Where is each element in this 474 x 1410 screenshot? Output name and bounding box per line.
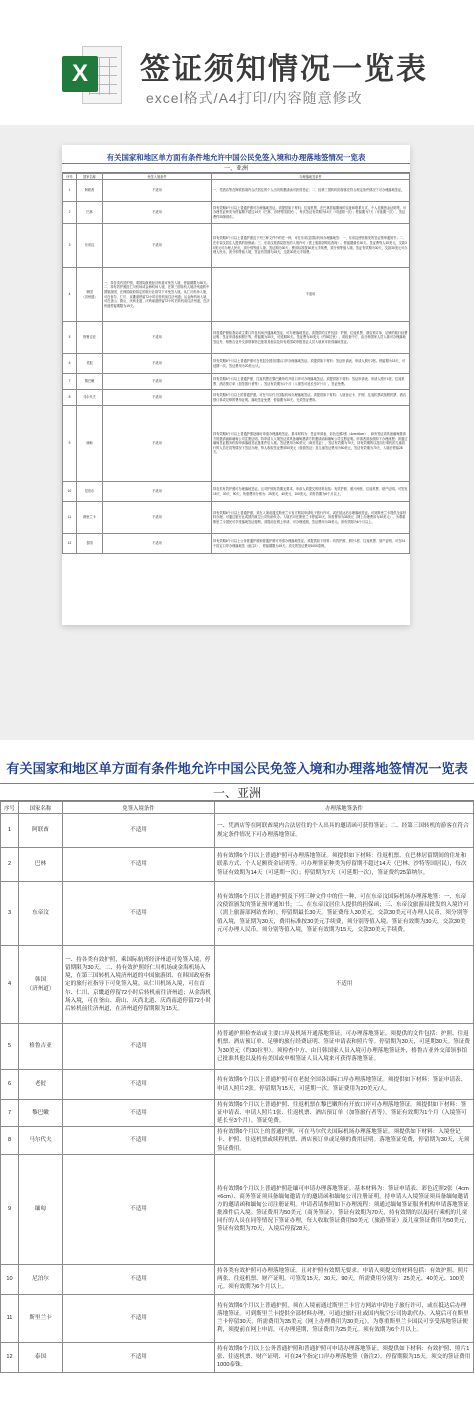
preview-cell-country: 尼泊尔	[77, 482, 103, 502]
preview-header-cell: 办理落地签条件	[212, 174, 410, 180]
cell-country: 阿联酋	[19, 814, 63, 848]
excel-badge: X	[62, 56, 98, 92]
cell-arrival: 持有效期6个月以上普通护照、往返机票在黎巴嫩所有开放口岸可办理落地签证。须提供如下材料：签证申请表、申请人照片1张、往返机票、酒店预订单（加签旅行者等）。签证有效期为1个月（入境签可延长至3个月）。签证免费。	[215, 1100, 474, 1127]
table-row	[1, 1070, 474, 1100]
preview-cell-arrival: 持有效期6个月以上普通护照及下列三种文件中的任一种，可在东帝汶国际机场办理落地签：一、东帝汶使馆颁发的签证预审通知书；二、在东帝汶居住人提供的担保函；三、东帝汶旅游局批发的入境许可（需上旅游部网站查询）。停留期最长30天。签证费每人30美元，交款30美元可办理人民币，须分别等值入境，签证期为30天，费用标准按30美元手续费，须分别等值入境。签证有效期为30天，交款30美元可办理人民币，须分别等值入境，签证有效期为15天，交款30美元手续费。	[212, 224, 410, 268]
preview-cell-arrival: 持各类有效护照可办理落地签证。且对护照有效期无要求。申请人须提交的材料包括：有效护照、照片两张、往返机票、财产证明。可签发15天、30天、90天，所需费用分别为：25美元、40美元、100美元。须有效期为6个月以上。	[212, 482, 410, 502]
preview-title: 有关国家和地区单方面有条件地允许中国公民免签入境和办理落地签情况一览表	[106, 153, 366, 162]
preview-table-row	[63, 482, 410, 502]
table-row	[1, 1342, 474, 1372]
cell-visa-free: 一、持各类有效护照，乘国际航班经济州道可免签入境，停留期限为30天。二、持有效护照经仁川机场或金海机场入境，在第三国转机入境济州道的中国旅游团、在韩国政府指定的旅行社指导下可免签入境。从仁川机场入境，可在首尔、仁川、京畿道停留72小时后转机前往济州道；从金海机场入境，可在釜山、蔚山、庆尚北道、庆尚南道停留72小时后转机前往济州道，在济州道停留期限为15天。	[63, 946, 215, 1024]
table-row	[1, 814, 474, 848]
cell-country: 韩国 （济州道）	[19, 946, 63, 1024]
header-cell-country: 国家名称	[19, 802, 63, 814]
preview-cell-visa-free: 不适用	[103, 482, 212, 502]
table-row	[1, 1264, 474, 1294]
cell-visa-free: 不适用	[63, 1264, 215, 1294]
cell-no: 5	[1, 1024, 19, 1070]
preview-table-row	[63, 406, 410, 482]
excel-icon	[62, 42, 124, 108]
cell-no: 7	[1, 1100, 19, 1127]
preview-cell-arrival: 持有效期6个月以上普通护照赴缅可申请办理落地签证。基本材料为：签证申请表、彩色近照2张（4cm×6cm）、商务签证须具备缅甸邀请方的邀请函和缅甸公司注册证明。持申请人入境签证须具备缅甸邀请方的邀请函和缅甸公司注册证明。申请者请参照如下办理流程：须通过缅甸签证服务机构申请落地签证批准件后入境。签证费用为50美元（商务签证），签证有效期为70天，持有效期的以及同行乘机的儿童同行的人员在同等情况下签证办理，每人收取签证费用50美元（旅游签证）及儿童签证费用为50美元，签证有效期为70天，入境后停留28天。	[212, 406, 410, 482]
preview-cell-arrival: 持有效期6个月以上普通护照、往返机票在黎巴嫩所有开放口岸可办理落地签证。须提供如下材料：签证申请表、申请人照片1张、往返机票、酒店预订单（加签旅行者等）。签证有效期为1个月（入境签可延长至3个月）。签证免费。	[212, 374, 410, 390]
cell-country: 格鲁吉亚	[19, 1024, 63, 1070]
cell-no: 11	[1, 1294, 19, 1342]
cell-arrival: 持有效期6个月以上普通护照及下列三种文件中的任一种，可在东帝汶国际机场办理落地签：一、东帝汶使馆颁发的签证预审通知书；二、在东帝汶居住人提供的担保函；三、东帝汶旅游局批发的入境许可（需上旅游部网站查询）。停留期最长30天。签证费每人30美元，交款30美元可办理人民币，须分别等值入境，签证期为30天，费用标准按30美元手续费，须分别等值入境。签证有效期为30天，交款30美元可办理人民币，须分别等值入境，签证有效期为15天，交款30美元手续费。	[215, 882, 474, 946]
preview-cell-no: 2	[63, 202, 77, 224]
preview-cell-visa-free: 不适用	[103, 374, 212, 390]
visa-table	[0, 801, 474, 1373]
preview-cell-visa-free: 不适用	[103, 534, 212, 554]
preview-cell-no: 5	[63, 322, 77, 354]
cell-country: 泰国	[19, 1342, 63, 1372]
preview-header-cell: 免签入境条件	[103, 174, 212, 180]
cell-visa-free: 不适用	[63, 814, 215, 848]
cell-country: 尼泊尔	[19, 1264, 63, 1294]
table-row	[1, 1024, 474, 1070]
preview-cell-country: 阿联酋	[77, 180, 103, 202]
cell-no: 6	[1, 1070, 19, 1100]
cell-country: 斯里兰卡	[19, 1294, 63, 1342]
preview-cell-no: 12	[63, 534, 77, 554]
preview-cell-arrival: 不适用	[212, 268, 410, 322]
region-heading: 一、亚洲	[0, 783, 474, 801]
cell-visa-free: 不适用	[63, 1294, 215, 1342]
cell-visa-free: 不适用	[63, 882, 215, 946]
cell-country: 东帝汶	[19, 882, 63, 946]
preview-cell-no: 10	[63, 482, 77, 502]
preview-cell-country: 黎巴嫩	[77, 374, 103, 390]
preview-cell-arrival: 一、凭酒店等在阿联酋境内合法居住的个人出具的邀请函可获得签证；二、经第三国转机的游客在符合规定条件情况下可办理落地签证。	[212, 180, 410, 202]
cell-visa-free: 不适用	[63, 1342, 215, 1372]
preview-cell-country: 格鲁吉亚	[77, 322, 103, 354]
cell-no: 12	[1, 1342, 19, 1372]
preview-cell-country: 老挝	[77, 354, 103, 374]
preview-table-row	[63, 534, 410, 554]
table-row	[1, 848, 474, 882]
cell-visa-free: 不适用	[63, 1100, 215, 1127]
preview-cell-no: 8	[63, 390, 77, 406]
preview-table-row	[63, 202, 410, 224]
cell-no: 8	[1, 1127, 19, 1154]
preview-cell-arrival: 持有效期6个月以上普通护照可在老挝全国各国际口岸办理落地签证。须提供如下材料：签证申请表、申请人照片2张。停留期为15天，可延期一次。签证费用为20美元/人。	[212, 354, 410, 374]
preview-header-cell: 国家名称	[77, 174, 103, 180]
preview-cell-no: 6	[63, 354, 77, 374]
preview-cell-visa-free: 不适用	[103, 354, 212, 374]
preview-table-row	[63, 374, 410, 390]
preview-cell-country: 马尔代夫	[77, 390, 103, 406]
preview-table-row	[63, 180, 410, 202]
cell-country: 老挝	[19, 1070, 63, 1100]
cell-visa-free: 不适用	[63, 1127, 215, 1154]
cell-arrival: 持有效期6个月以上普通护照可办理落地签证。须提供如下材料：往返机票、在巴林居留期间的住址和联系方式、个人足额资金证明等。可办理签证种类为停留期不超过14天（巴林、沙特等国居民），每次签证有效期为14天（可延期一次）；停留期为7天（可延期一次），签证费约25第纳尔。	[215, 848, 474, 882]
preview-table	[62, 173, 410, 554]
cell-no: 3	[1, 882, 19, 946]
cell-visa-free: 不适用	[63, 1154, 215, 1264]
table-row	[1, 1127, 474, 1154]
document-sheet	[0, 745, 474, 1410]
preview-cell-no: 7	[63, 374, 77, 390]
preview-cell-no: 1	[63, 180, 77, 202]
cell-country: 巴林	[19, 848, 63, 882]
cell-arrival: 持有效期6个月以上普通护照赴缅可申请办理落地签证。基本材料为：签证申请表、彩色近照2张（4cm×6cm）、商务签证须具备缅甸邀请方的邀请函和缅甸公司注册证明。持申请人入境签证须具备缅甸邀请方的邀请函和缅甸公司注册证明。申请者请参照如下办理流程：须通过缅甸签证服务机构申请落地签证批准件后入境。签证费用为50美元（商务签证），签证有效期为70天，持有效期的以及同行乘机的儿童同行的人员在同等情况下签证办理，每人收取签证费用50美元（旅游签证）及儿童签证费用为50美元，签证有效期为70天，入境后停留28天。	[215, 1154, 474, 1264]
preview-cell-arrival: 持有效期6个月以上公务普通护照和普通护照可申请办理落地签证。须提供如下材料：有效护照、照片1张、往返机票、财产证明、可在24个指定口岸办理落地签（备注2），停留期限为15天。须交的签证费用1000泰铢。	[212, 534, 410, 554]
cell-country: 缅甸	[19, 1154, 63, 1264]
preview-table-row	[63, 390, 410, 406]
preview-cell-no: 3	[63, 224, 77, 268]
preview-cell-country: 斯里兰卡	[77, 502, 103, 534]
header-cell-arrival: 办理落地签条件	[215, 802, 474, 814]
preview-cell-country: 韩国 （济州道）	[77, 268, 103, 322]
table-row	[1, 1294, 474, 1342]
preview-cell-country: 泰国	[77, 534, 103, 554]
cell-no: 10	[1, 1264, 19, 1294]
table-row	[1, 1154, 474, 1264]
preview-cell-arrival: 持有效期6个月以上普通护照可办理落地签证。须提供如下材料：往返机票、在巴林居留期间的住址和联系方式、个人足额资金证明等。可办理签证种类为停留期不超过14天（巴林、沙特等国居民），每次签证有效期为14天（可延期一次）；停留期为7天（可延期一次），签证费约25第纳尔。	[212, 202, 410, 224]
preview-cell-arrival: 持普通护照检查站或主要口岸及机场开通落地签证，可办理落地签证。须提供的文件包括：护照、往返机票、酒店预订单、足够的旅行经费证明、签证申请表和照片等。停留期为30天，可延期30天。签证费为30美元（约30拉里）。须检查中方、由日韩国家人员入境可办理落地签证外，格鲁吉亚外交部领事馆已批准其他以及持有美国或申根签证人员入境来可获得落地签证。	[212, 322, 410, 354]
preview-cell-country: 缅甸	[77, 406, 103, 482]
cell-visa-free: 不适用	[63, 1024, 215, 1070]
cell-country: 马尔代夫	[19, 1127, 63, 1154]
table-row	[1, 946, 474, 1024]
preview-table-row	[63, 224, 410, 268]
preview-table-row	[63, 268, 410, 322]
preview-cell-country: 巴林	[77, 202, 103, 224]
preview-page	[62, 145, 410, 625]
banner-title: 签证须知情况一览表	[140, 53, 428, 86]
banner	[0, 0, 474, 125]
header-cell-no: 序号	[1, 802, 19, 814]
banner-subtitle: excel格式/A4打印/内容随意修改	[146, 90, 363, 106]
cell-arrival: 持普通护照检查站或主要口岸及机场开通落地签证，可办理落地签证。须提供的文件包括：护照、往返机票、酒店预订单、足够的旅行经费证明、签证申请表和照片等。停留期为30天，可延期30天。签证费为30美元（约30拉里）。须检查中方、由日韩国家人员入境可办理落地签证外，格鲁吉亚外交部领事馆已批准其他以及持有美国或申根签证人员入境来可获得落地签证。	[215, 1024, 474, 1070]
preview-cell-country: 东帝汶	[77, 224, 103, 268]
table-row	[1, 882, 474, 946]
preview-cell-visa-free: 不适用	[103, 390, 212, 406]
preview-cell-arrival: 持有效期6个月以上的普通护照，可在马尔代夫国际机场办理落地签证。须提供如下材料：入境登记卡、护照、往返机票或续程机票、酒店预订单或足够的费用证明。落地签证免费，停留期为30天，无须签证费用。	[212, 390, 410, 406]
preview-cell-no: 4	[63, 268, 77, 322]
table-header-row	[1, 802, 474, 814]
cell-arrival: 持有效期6个月以上普通护照可在老挝全国各国际口岸办理落地签证。须提供如下材料：签证申请表、申请人照片2张。停留期为15天，可延期一次。签证费用为20美元/人。	[215, 1070, 474, 1100]
cell-country: 黎巴嫩	[19, 1100, 63, 1127]
preview-table-row	[63, 502, 410, 534]
cell-no: 9	[1, 1154, 19, 1264]
preview-cell-no: 11	[63, 502, 77, 534]
preview-cell-visa-free: 不适用	[103, 180, 212, 202]
cell-no: 1	[1, 814, 19, 848]
cell-arrival: 持有效期6个月以上普通护照，须在入境前通过斯里兰卡官方网站申请电子旅行许可，或在抵达后办理落地签证。可到斯里兰卡提供全部材料办理，可通过旅行社或国内航空公司协助代办。入境后可在斯里兰卡停留30天，所需费用为35美元（网上办理费用为30美元）。为尊重斯里兰卡国民可享受落地签证便利，须提前在网上申请，可办理延期，签证费用为25美元。须有效期为6个月以上。	[215, 1294, 474, 1342]
preview-table-row	[63, 322, 410, 354]
document-title: 有关国家和地区单方面有条件地允许中国公民免签入境和办理落地签情况一览表	[6, 761, 468, 776]
cell-no: 4	[1, 946, 19, 1024]
preview-cell-arrival: 持有效期6个月以上普通护照，须在入境前通过斯里兰卡官方网站申请电子旅行许可，或在抵达后办理落地签证。可到斯里兰卡提供全部材料办理，可通过旅行社或国内航空公司协助代办。入境后可在斯里兰卡停留30天，所需费用为35美元（网上办理费用为30美元）。为尊重斯里兰卡国民可享受落地签证便利，须提前在网上申请，可办理延期，签证费用为25美元。须有效期为6个月以上。	[212, 502, 410, 534]
cell-arrival: 持有效期6个月以上公务普通护照和普通护照可申请办理落地签证。须提供如下材料：有效护照、照片1张、往返机票、财产证明、可在24个指定口岸办理落地签（备注2），停留期限为15天。须交的签证费用1000泰铢。	[215, 1342, 474, 1372]
cell-arrival: 持各类有效护照可办理落地签证。且对护照有效期无要求。申请人须提交的材料包括：有效护照、照片两张、往返机票、财产证明。可签发15天、30天、90天，所需费用分别为：25美元、40美元、100美元。须有效期为6个月以上。	[215, 1264, 474, 1294]
preview-table-row	[63, 354, 410, 374]
preview-cell-no: 9	[63, 406, 77, 482]
header-cell-visa-free: 免签入境条件	[63, 802, 215, 814]
preview-cell-visa-free: 不适用	[103, 224, 212, 268]
preview-cell-visa-free: 不适用	[103, 202, 212, 224]
cell-no: 2	[1, 848, 19, 882]
cell-arrival: 一、凭酒店等在阿联酋境内合法居住的个人出具的邀请函可获得签证；二、经第三国转机的游客在符合规定条件情况下可办理落地签证。	[215, 814, 474, 848]
table-row	[1, 1100, 474, 1127]
cell-visa-free: 不适用	[63, 1070, 215, 1100]
cell-visa-free: 不适用	[63, 848, 215, 882]
preview-cell-visa-free: 不适用	[103, 406, 212, 482]
cell-arrival: 持有效期6个月以上的普通护照，可在马尔代夫国际机场办理落地签证。须提供如下材料：入境登记卡、护照、往返机票或续程机票、酒店预订单或足够的费用证明。落地签证免费，停留期为30天，无须签证费用。	[215, 1127, 474, 1154]
preview-cell-visa-free: 不适用	[103, 322, 212, 354]
preview-region: 一、亚洲	[62, 163, 410, 173]
preview-header-cell: 序号	[63, 174, 77, 180]
preview-cell-visa-free: 一、持各类有效护照，乘国际航班经济州道可免签入境，停留期限为30天。二、持有效护照经仁川机场或金海机场入境，在第三国转机入境济州道的中国旅游团、在韩国政府指定的旅行社指导下可免签入境。从仁川机场入境，可在首尔、仁川、京畿道停留72小时后转机前往济州道；从金海机场入境，可在釜山、蔚山、庆尚北道、庆尚南道停留72小时后转机前往济州道，在济州道停留期限为15天。	[103, 268, 212, 322]
cell-arrival: 不适用	[215, 946, 474, 1024]
preview-cell-visa-free: 不适用	[103, 502, 212, 534]
